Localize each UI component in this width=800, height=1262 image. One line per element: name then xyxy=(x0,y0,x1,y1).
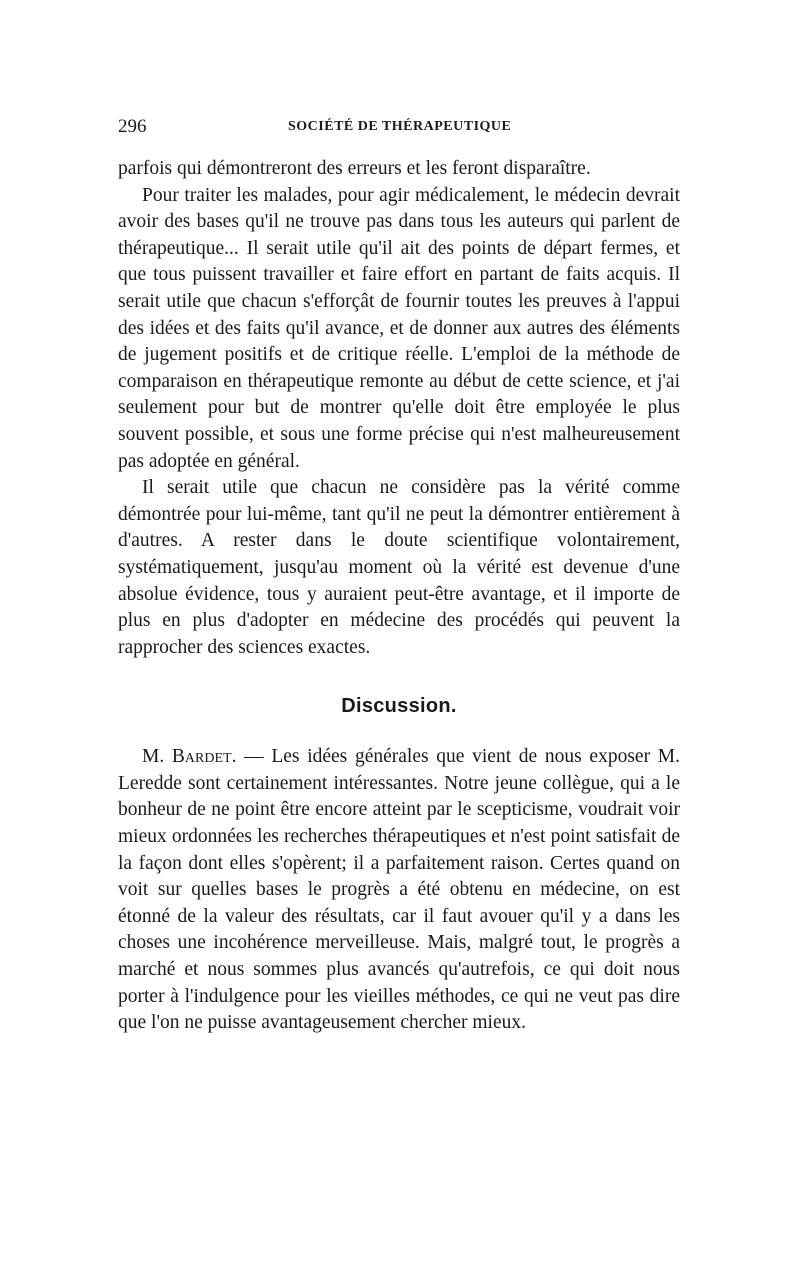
paragraph-scientific-doubt: Il serait utile que chacun ne considère pas la vérité comme démontrée pour lui-même, tant qu'il ne peut la démontrer entièrement à d'autres. A rester dans le doute scientifique volontairement, systématiquement, jusqu'au moment où la vérité est devenue d'une absolue évidence, tous y auraient peut-être avantage, et il importe de plus en plus d'adopter en médecine des procédés qui peuvent la rapprocher des sciences exactes. xyxy=(118,477,680,658)
paragraph-treatment-bases: Pour traiter les malades, pour agir médicalement, le médecin devrait avoir des bases qu'il ne trouve pas dans tous les auteurs qui parlent de thérapeutique... Il serait utile qu'il ait des points de départ fermes, et que tous puissent travailler et faire effort en partant de faits acquis. Il serait utile que chacun s'efforçât de fournir toutes les preuves à l'appui des idées et des faits qu'il avance, et de donner aux autres des éléments de jugement positifs et de critique réelle. L'emploi de la méthode de comparaison en thérapeutique remonte au début de cette science, et j'ai seulement pour but de montrer qu'elle doit être employée le plus souvent possible, et sous une forme précise qui n'est malheureusement pas adoptée en général. xyxy=(118,184,680,472)
running-title: SOCIÉTÉ DE THÉRAPEUTIQUE xyxy=(288,119,512,134)
speaker-dash: — xyxy=(236,746,272,768)
paragraph-continuation: parfois qui démontreront des erreurs et les feront disparaître. xyxy=(118,158,591,179)
discussion-paragraph xyxy=(118,744,680,1037)
discussion-heading: Discussion. xyxy=(341,695,457,718)
discussion-text: Les idées générales que vient de nous exposer M. Leredde sont certainement intéressantes. Notre jeune collègue, qui a le bonheur de ne point être encore atteint par le scepticisme, voudrait voir mieux ordonnées les recherches thérapeutiques et n'est point satisfait de la façon dont elles s'opèrent; il a parfaitement raison. Certes quand on voit sur quelles bases le progrès a été obtenu en médecine, on est étonné de la valeur des résultats, car il faut avouer qu'il y a dans les choses une incohérence merveilleuse. Mais, malgré tout, le progrès a marché et nous sommes plus avancés qu'autrefois, ce qui doit nous porter à l'indulgence pour les vieilles méthodes, ce qui ne veut pas dire que l'on ne puisse avantageusement chercher mieux. xyxy=(118,746,680,1034)
speaker-name: M. Bardet. xyxy=(142,746,237,768)
book-page xyxy=(118,116,680,1037)
page-number: 296 xyxy=(118,116,147,137)
running-header xyxy=(118,116,680,146)
